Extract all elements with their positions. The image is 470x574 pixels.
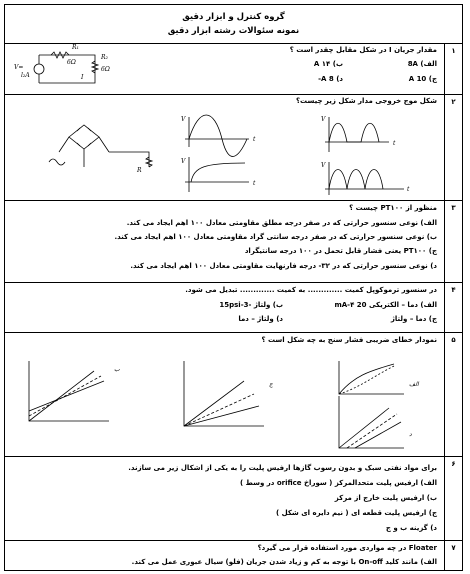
option-d: د) گزینه ب و ج xyxy=(385,524,437,532)
option-d: د) نوعی سنسور حرارتی که در ۳۲- درجه فارنهایت مقاومتی معادل ۱۰۰ اهم ایجاد می کند. xyxy=(130,262,437,270)
sheet-subtitle: نمونه سئوالات رشته ابزار دقیق xyxy=(167,26,300,36)
graph-option-label: ب xyxy=(114,366,120,373)
waveform-graph-top-left xyxy=(185,115,249,156)
circuit-label: V= xyxy=(14,64,24,71)
option-b: ب) نوعی سنسور حرارتی که در صفر درجه سانتی گراد مقاومتی معادل ۱۰۰ اهم ایجاد می کند. xyxy=(114,233,437,241)
question-row-7 xyxy=(4,540,463,571)
circuit-label: R₁ xyxy=(72,44,79,51)
option-b: ب) ارفیس پلیت خارج از مرکز xyxy=(334,494,437,502)
option-d: د) 8 A- xyxy=(318,75,343,83)
question-row-4 xyxy=(4,282,463,333)
option-c: ج) ارفیس پلیت قطعه ای ( نیم دایره ای شکل ) xyxy=(275,509,437,517)
bridge-rectifier-diagram xyxy=(49,125,152,167)
question-number: ۲ xyxy=(444,94,462,200)
option-a: الف) ارفیس پلیت متحدالمرکز ( سوراخ orifice در وسط ) xyxy=(239,479,437,487)
option-c: ج) دما – ولتاژ xyxy=(390,315,437,323)
circuit-label: ⅼ₂A xyxy=(21,72,30,79)
question-text: شکل موج خروجی مدار شکل زیر چیست؟ xyxy=(296,97,437,105)
question-text: در سنسور ترموکوپل کمیت ............. به کمیت ............. تبدیل می شود. xyxy=(185,286,437,294)
circuit-label: 6Ω xyxy=(101,66,110,73)
option-d: د) ولتاژ – دما xyxy=(238,315,283,323)
question-number: ۴ xyxy=(444,282,462,332)
sheet-title: گروه کنترل و ابزار دقیق xyxy=(182,12,285,22)
circuit-label: R₂ xyxy=(101,54,108,61)
question-number: ۵ xyxy=(444,332,462,456)
circuit-diagram xyxy=(9,43,139,93)
question-number: ۱ xyxy=(444,43,462,94)
error-graph-a xyxy=(339,361,404,394)
circuit-label: I xyxy=(81,74,84,81)
graph-label: t xyxy=(393,140,396,147)
graph-option-label: ج xyxy=(269,381,273,388)
error-graph-options xyxy=(9,336,439,454)
waveform-graph-bottom-left xyxy=(185,157,249,192)
graph-label: t xyxy=(407,186,410,193)
graph-option-label: د xyxy=(409,431,412,438)
graph-label: V xyxy=(181,116,186,123)
question-number: ۶ xyxy=(444,456,462,540)
graph-label: t xyxy=(253,180,256,187)
graph-label: V xyxy=(181,158,186,165)
graph-label: V xyxy=(321,116,326,123)
question-row-3 xyxy=(4,200,463,283)
graph-label: R xyxy=(137,167,142,174)
error-graph-b xyxy=(29,361,109,421)
graph-label: t xyxy=(253,136,256,143)
question-text: نمودار خطای ضریبی فشار سنج به چه شکل است ؟ xyxy=(261,336,437,344)
circuit-label: 6Ω xyxy=(67,59,76,66)
question-text: منظور از PT۱۰۰ چیست ؟ xyxy=(349,204,437,212)
question-row-2 xyxy=(4,94,463,201)
question-number: ۳ xyxy=(444,200,462,282)
question-text: برای مواد نفتی سبک و بدون رسوب گازها ارفیس پلیت را به یکی از اشکال زیر می سازند. xyxy=(128,464,437,472)
option-a: الف) مانند کلید On-off با توجه به کم و زیاد شدن جریان (فلو) سیال عبوری عمل می کند. xyxy=(131,558,437,566)
option-a: الف) نوعی سنسور حرارتی که در صفر درجه مطلق مقاومتی معادل ۱۰۰ اهم ایجاد می کند. xyxy=(126,219,437,227)
question-sheet xyxy=(4,4,463,570)
option-c: ج) PT۱۰۰ یعنی فشار قابل تحمل در ۱۰۰ درجه سانتیگراد xyxy=(244,247,437,255)
option-a: الف) 8A xyxy=(407,60,437,68)
sheet-header xyxy=(4,4,463,44)
waveform-graph-top-right xyxy=(325,117,389,152)
waveform-options xyxy=(9,97,439,197)
question-row-6 xyxy=(4,456,463,541)
error-graph-c xyxy=(184,361,264,426)
question-row-1 xyxy=(4,43,463,95)
error-graph-d xyxy=(339,396,404,448)
waveform-graph-bottom-right xyxy=(325,162,404,195)
question-text: مقدار جریان I در شکل مقابل چقدر است ؟ xyxy=(289,46,437,54)
graph-option-label: الف xyxy=(409,381,419,388)
question-number: ۷ xyxy=(444,540,462,570)
option-a: الف) دما – الکتریکی 20 mA-۴ xyxy=(334,301,437,309)
option-b: ب) ۱۴ A xyxy=(313,60,343,68)
graph-label: V xyxy=(321,162,326,169)
question-text: Floater در چه مواردی مورد استفاده قرار می گیرد؟ xyxy=(257,544,437,552)
option-b: ب) ولتاژ -3-15psi xyxy=(219,301,283,309)
option-c: ج) 10 A xyxy=(408,75,437,83)
question-row-5 xyxy=(4,332,463,457)
